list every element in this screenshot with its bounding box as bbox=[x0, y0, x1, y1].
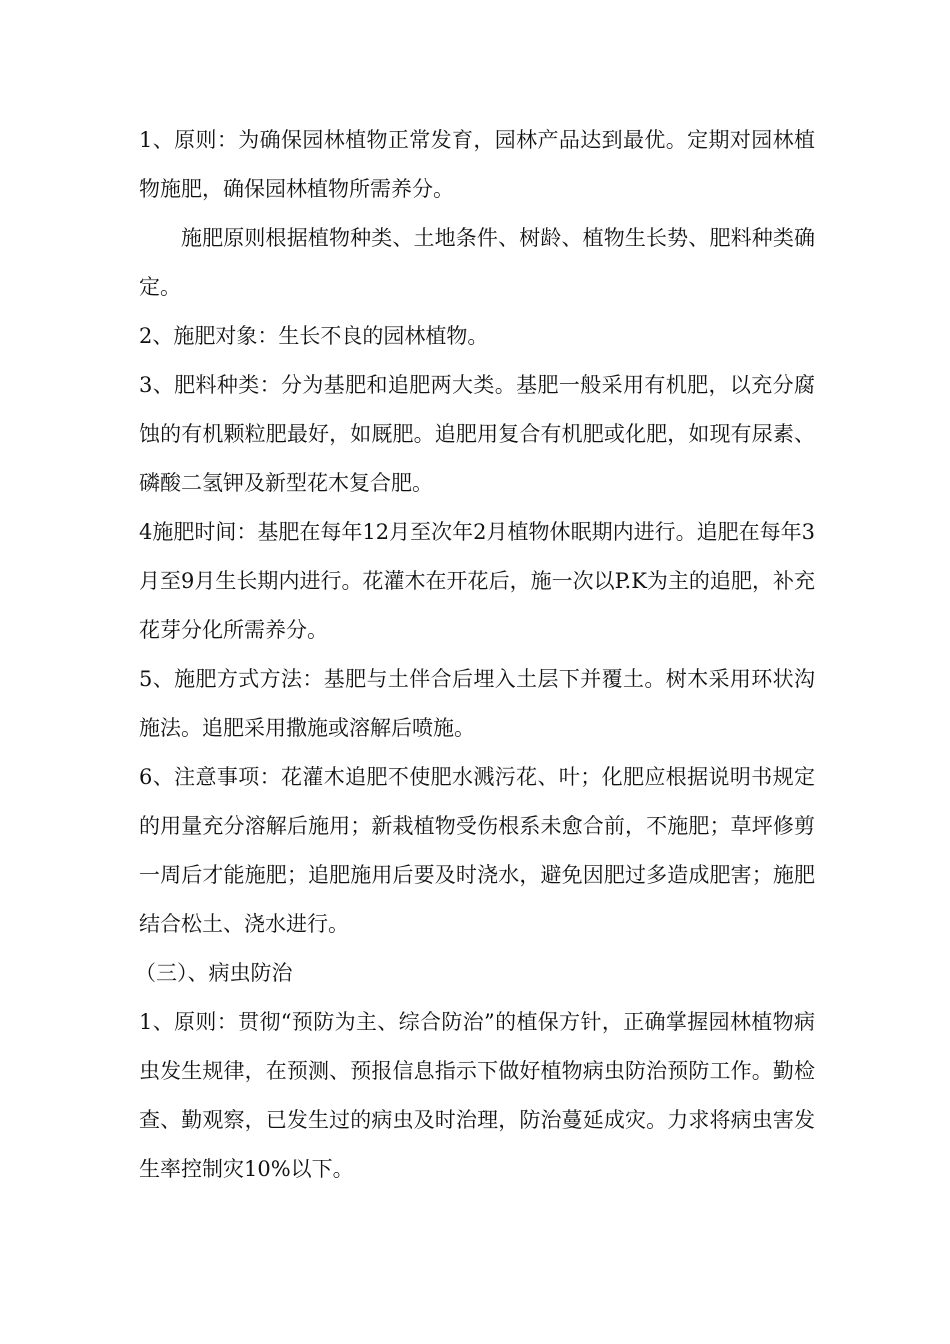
paragraph-fertilizing-basis: 施肥原则根据植物种类、土地条件、树龄、植物生长势、肥料种类确定。 bbox=[139, 226, 815, 299]
section-heading-pest-control: （三）、病虫防治 bbox=[135, 961, 293, 985]
paragraph-fertilizing-target: 2、施肥对象：生长不良的园林植物。 bbox=[139, 324, 489, 348]
document-body bbox=[135, 116, 815, 1194]
paragraph-fertilizing-principle: 1、原则：为确保园林植物正常发育，园林产品达到最优。定期对园林植物施肥，确保园林植物所需养分。 bbox=[139, 128, 815, 201]
paragraph-pest-control-principle: 1、原则：贯彻“预防为主、综合防治”的植保方针，正确掌握园林植物病虫发生规律，在预测、预报信息指示下做好植物病虫防治预防工作。勤检查、勤观察，已发生过的病虫及时治理，防治蔓延成灾。力求将病虫害发生率控制灾10%以下。 bbox=[139, 1010, 815, 1181]
paragraph-fertilizing-methods: 5、施肥方式方法：基肥与土伴合后埋入土层下并覆土。树木采用环状沟施法。追肥采用撒施或溶解后喷施。 bbox=[139, 667, 815, 740]
paragraph-fertilizing-time: 4施肥时间：基肥在每年12月至次年2月植物休眠期内进行。追肥在每年3月至9月生长期内进行。花灌木在开花后，施一次以P.K为主的追肥，补充花芽分化所需养分。 bbox=[139, 520, 815, 642]
paragraph-precautions: 6、注意事项：花灌木追肥不使肥水溅污花、叶；化肥应根据说明书规定的用量充分溶解后施用；新栽植物受伤根系未愈合前，不施肥；草坪修剪一周后才能施肥；追肥施用后要及时浇水，避免因肥过多造成肥害；施肥结合松土、浇水进行。 bbox=[139, 765, 815, 936]
paragraph-fertilizer-types: 3、肥料种类：分为基肥和追肥两大类。基肥一般采用有机肥，以充分腐蚀的有机颗粒肥最好，如厩肥。追肥用复合有机肥或化肥，如现有尿素、磷酸二氢钾及新型花木复合肥。 bbox=[139, 373, 815, 495]
